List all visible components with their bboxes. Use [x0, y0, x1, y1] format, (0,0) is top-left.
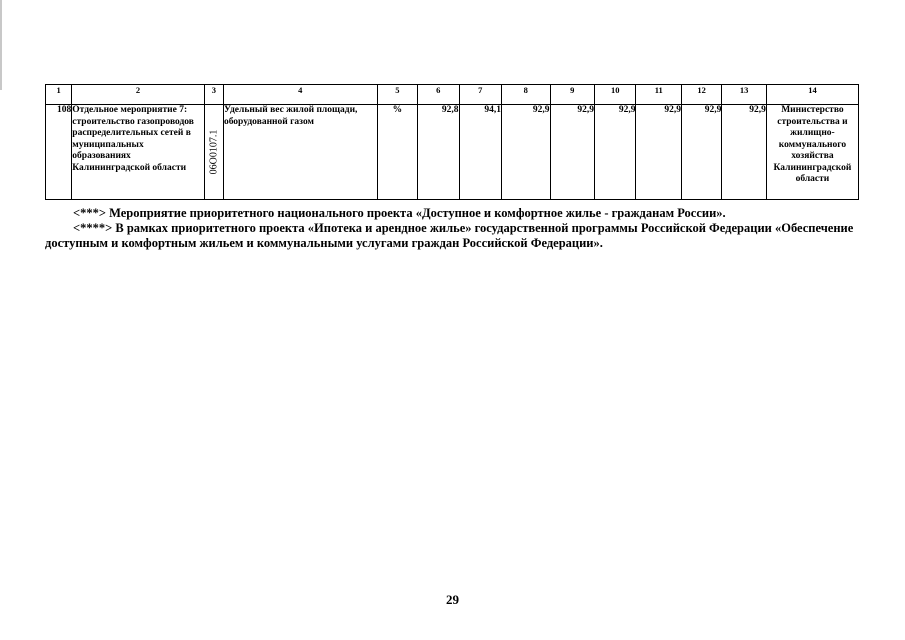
value-cell: 92,9 [636, 105, 682, 200]
table-header-row [46, 85, 859, 105]
column-header: 10 [595, 85, 636, 105]
value-cell: 92,9 [722, 105, 766, 200]
column-header: 9 [550, 85, 594, 105]
page-edge-mark [0, 0, 2, 90]
indicators-table [45, 84, 859, 200]
unit: % [377, 105, 417, 200]
column-header: 3 [204, 85, 223, 105]
indicator-name: Удельный вес жилой площади, оборудованной газом [223, 105, 377, 200]
footnotes [45, 206, 859, 251]
value-cell: 92,9 [501, 105, 550, 200]
responsible-executor: Министерство строительства и жилищно-коммунального хозяйства Калининградской области [766, 105, 858, 200]
budget-code-cell [204, 105, 223, 200]
column-header: 2 [72, 85, 204, 105]
column-header: 6 [418, 85, 459, 105]
footnote: <***> Мероприятие приоритетного национального проекта «Доступное и комфортное жилье - гражданам России». [73, 206, 726, 220]
row-number: 108 [46, 105, 72, 200]
event-name: Отдельное мероприятие 7: строительство газопроводов распределительных сетей в муниципальных образованиях Калининградской области [72, 105, 204, 200]
column-header: 14 [766, 85, 858, 105]
table-row [46, 105, 859, 200]
column-header: 5 [377, 85, 417, 105]
page-number: 29 [446, 592, 459, 607]
value-cell: 94,1 [459, 105, 501, 200]
value-cell: 92,9 [550, 105, 594, 200]
footnote: <****> В рамках приоритетного проекта «Ипотека и арендное жилье» государственной программы Российской Федерации «Обеспечение доступным и комфортным жильем и коммунальными услугами граждан Российской Федерации». [45, 221, 854, 250]
budget-code: 06О0107.1 [208, 129, 220, 175]
value-cell: 92,8 [418, 105, 459, 200]
column-header: 1 [46, 85, 72, 105]
column-header: 11 [636, 85, 682, 105]
column-header: 8 [501, 85, 550, 105]
value-cell: 92,9 [595, 105, 636, 200]
column-header: 7 [459, 85, 501, 105]
column-header: 4 [223, 85, 377, 105]
column-header: 13 [722, 85, 766, 105]
column-header: 12 [681, 85, 721, 105]
value-cell: 92,9 [681, 105, 721, 200]
